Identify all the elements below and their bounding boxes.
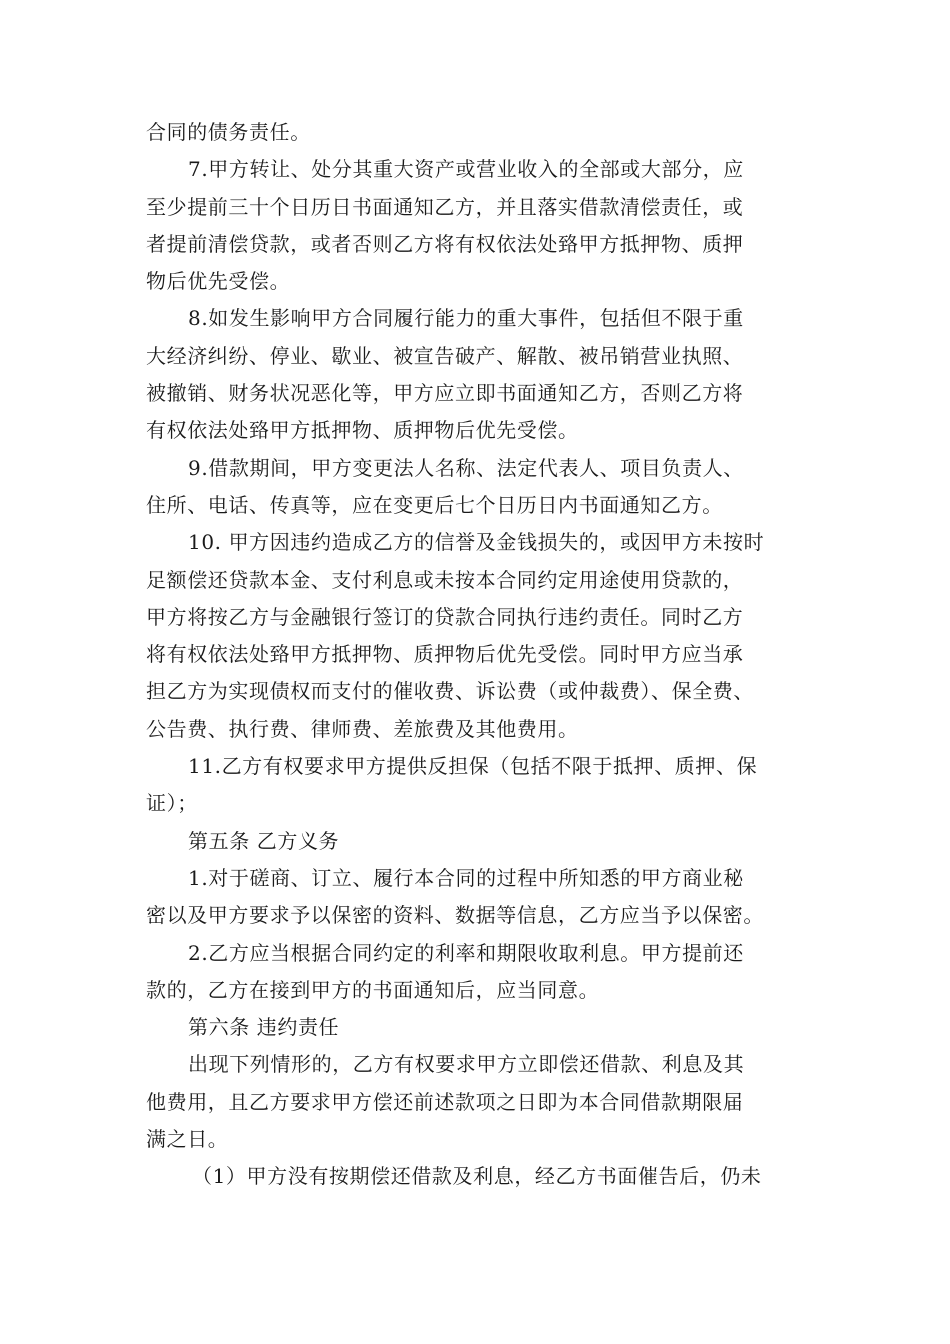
text-line: 合同的债务责任。 [146,120,311,144]
text-line: 物后优先受偿。 [146,269,291,294]
text-line: 满之日。 [146,1127,229,1152]
article-5-heading: 第五条 乙方义务 [188,828,340,853]
article-6-heading: 第六条 违约责任 [188,1015,340,1040]
text-line: 大经济纠纷、停业、歇业、被宣告破产、解散、被吊销营业执照、 [146,343,744,368]
article-5-clause-1: 1.对于磋商、订立、履行本合同的过程中所知悉的甲方商业秘 [188,865,744,890]
text-line: 款的，乙方在接到甲方的书面通知后，应当同意。 [146,977,600,1002]
text-line: 他费用，且乙方要求甲方偿还前述款项之日即为本合同借款期限届 [146,1089,744,1114]
text-line: 证）； [146,791,198,816]
text-line: 担乙方为实现债权而支付的催收费、诉讼费（或仲裁费）、保全费、 [146,679,754,704]
contract-text [146,114,826,1196]
text-line: 住所、电话、传真等，应在变更后七个日历日内书面通知乙方。 [146,492,723,517]
clause-8: 8.如发生影响甲方合同履行能力的重大事件，包括但不限于重 [188,306,744,331]
article-6-intro: 出现下列情形的，乙方有权要求甲方立即偿还借款、利息及其 [188,1052,745,1077]
text-line: 被撤销、财务状况恶化等，甲方应立即书面通知乙方，否则乙方将 [146,381,744,406]
text-line: 密以及甲方要求予以保密的资料、数据等信息，乙方应当予以保密。 [146,903,764,928]
text-line: 者提前清偿贷款，或者否则乙方将有权依法处臵甲方抵押物、质押 [146,231,744,256]
text-line: 甲方将按乙方与金融银行签订的贷款合同执行违约责任。同时乙方 [146,604,744,629]
clause-9: 9.借款期间，甲方变更法人名称、法定代表人、项目负责人、 [188,455,744,480]
clause-10: 10. 甲方因违约造成乙方的信誉及金钱损失的，或因甲方未按时 [188,530,765,555]
text-line: 公告费、执行费、律师费、差旅费及其他费用。 [146,716,579,741]
article-6-item-1: （1）甲方没有按期偿还借款及利息，经乙方书面催告后，仍未 [192,1164,762,1189]
text-line: 有权依法处臵甲方抵押物、质押物后优先受偿。 [146,418,579,443]
text-line: 足额偿还贷款本金、支付利息或未按本合同约定用途使用贷款的， [146,567,744,592]
clause-7: 7.甲方转让、处分其重大资产或营业收入的全部或大部分，应 [188,157,744,182]
article-5-clause-2: 2.乙方应当根据合同约定的利率和期限收取利息。甲方提前还 [188,940,744,965]
text-line: 至少提前三十个日历日书面通知乙方，并且落实借款清偿责任，或 [146,194,744,219]
clause-11: 11.乙方有权要求甲方提供反担保（包括不限于抵押、质押、保 [188,754,758,779]
text-line: 将有权依法处臵甲方抵押物、质押物后优先受偿。同时甲方应当承 [146,642,744,667]
